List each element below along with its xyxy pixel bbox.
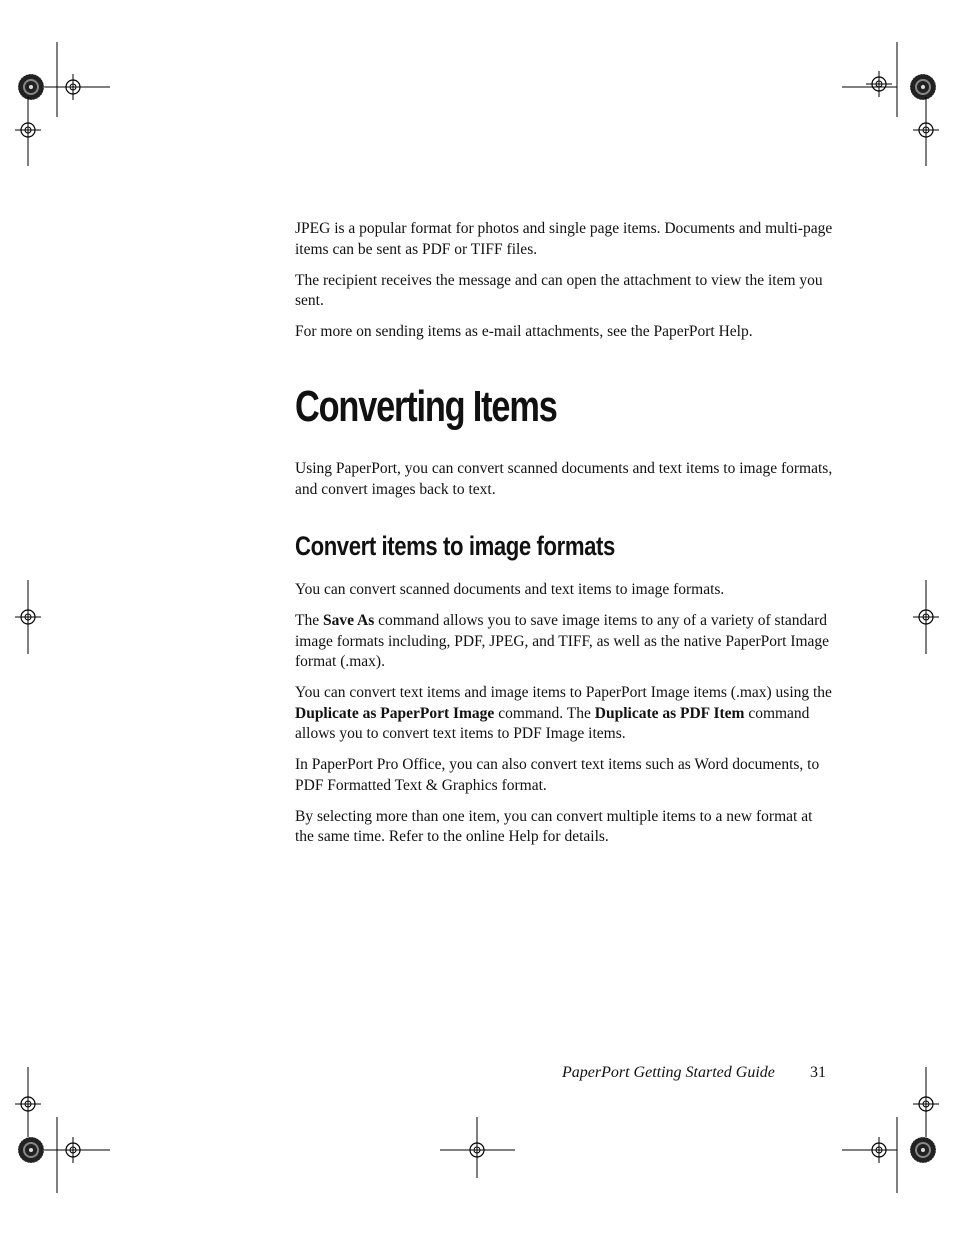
- save-as-command: Save As: [322, 612, 375, 629]
- subsection-paragraph-2: The Save As command allows you to save image items to any of a variety of standard image formats including, PDF, JPEG, and TIFF, as well as the native PaperPort Image format (.max).: [295, 612, 830, 670]
- duplicate-as-paperport-image-command: Duplicate as PaperPort Image: [295, 704, 495, 722]
- duplicate-as-pdf-item-command: Duplicate as PDF Item: [594, 704, 745, 722]
- registration-star-icon: [18, 74, 44, 100]
- section-intro-block: [295, 459, 835, 500]
- footer-guide-title: PaperPort Getting Started Guide: [562, 1064, 775, 1081]
- section-intro-paragraph: Using PaperPort, you can convert scanned documents and text items to image formats, and convert images back to text.: [295, 460, 833, 498]
- intro-paragraph-1: JPEG is a popular format for photos and single page items. Documents and multi-page items can be sent as PDF or TIFF files.: [295, 220, 833, 258]
- intro-block: [295, 219, 835, 343]
- intro-paragraph-2: The recipient receives the message and can open the attachment to view the item you sent.: [295, 271, 823, 309]
- subsection-paragraph-3: You can convert text items and image items to PaperPort Image items (.max) using the Duplicate as PaperPort Image command. The Duplicate as PDF Item command allows you to convert text items to PDF Image items.: [295, 684, 832, 742]
- page-number: 31: [810, 1064, 826, 1081]
- subsection-paragraph-5: By selecting more than one item, you can convert multiple items to a new format at the same time. Refer to the online Help for details.: [295, 807, 813, 845]
- subsection-title: Convert items to image formats: [295, 531, 615, 561]
- intro-paragraph-3: For more on sending items as e-mail attachments, see the PaperPort Help.: [295, 323, 753, 340]
- subsection-paragraph-1: You can convert scanned documents and text items to image formats.: [295, 581, 725, 598]
- subsection-paragraph-4: In PaperPort Pro Office, you can also convert text items such as Word documents, to PDF Formatted Text & Graphics format.: [295, 756, 820, 794]
- subsection-body: [295, 580, 835, 848]
- section-title: Converting Items: [295, 382, 557, 431]
